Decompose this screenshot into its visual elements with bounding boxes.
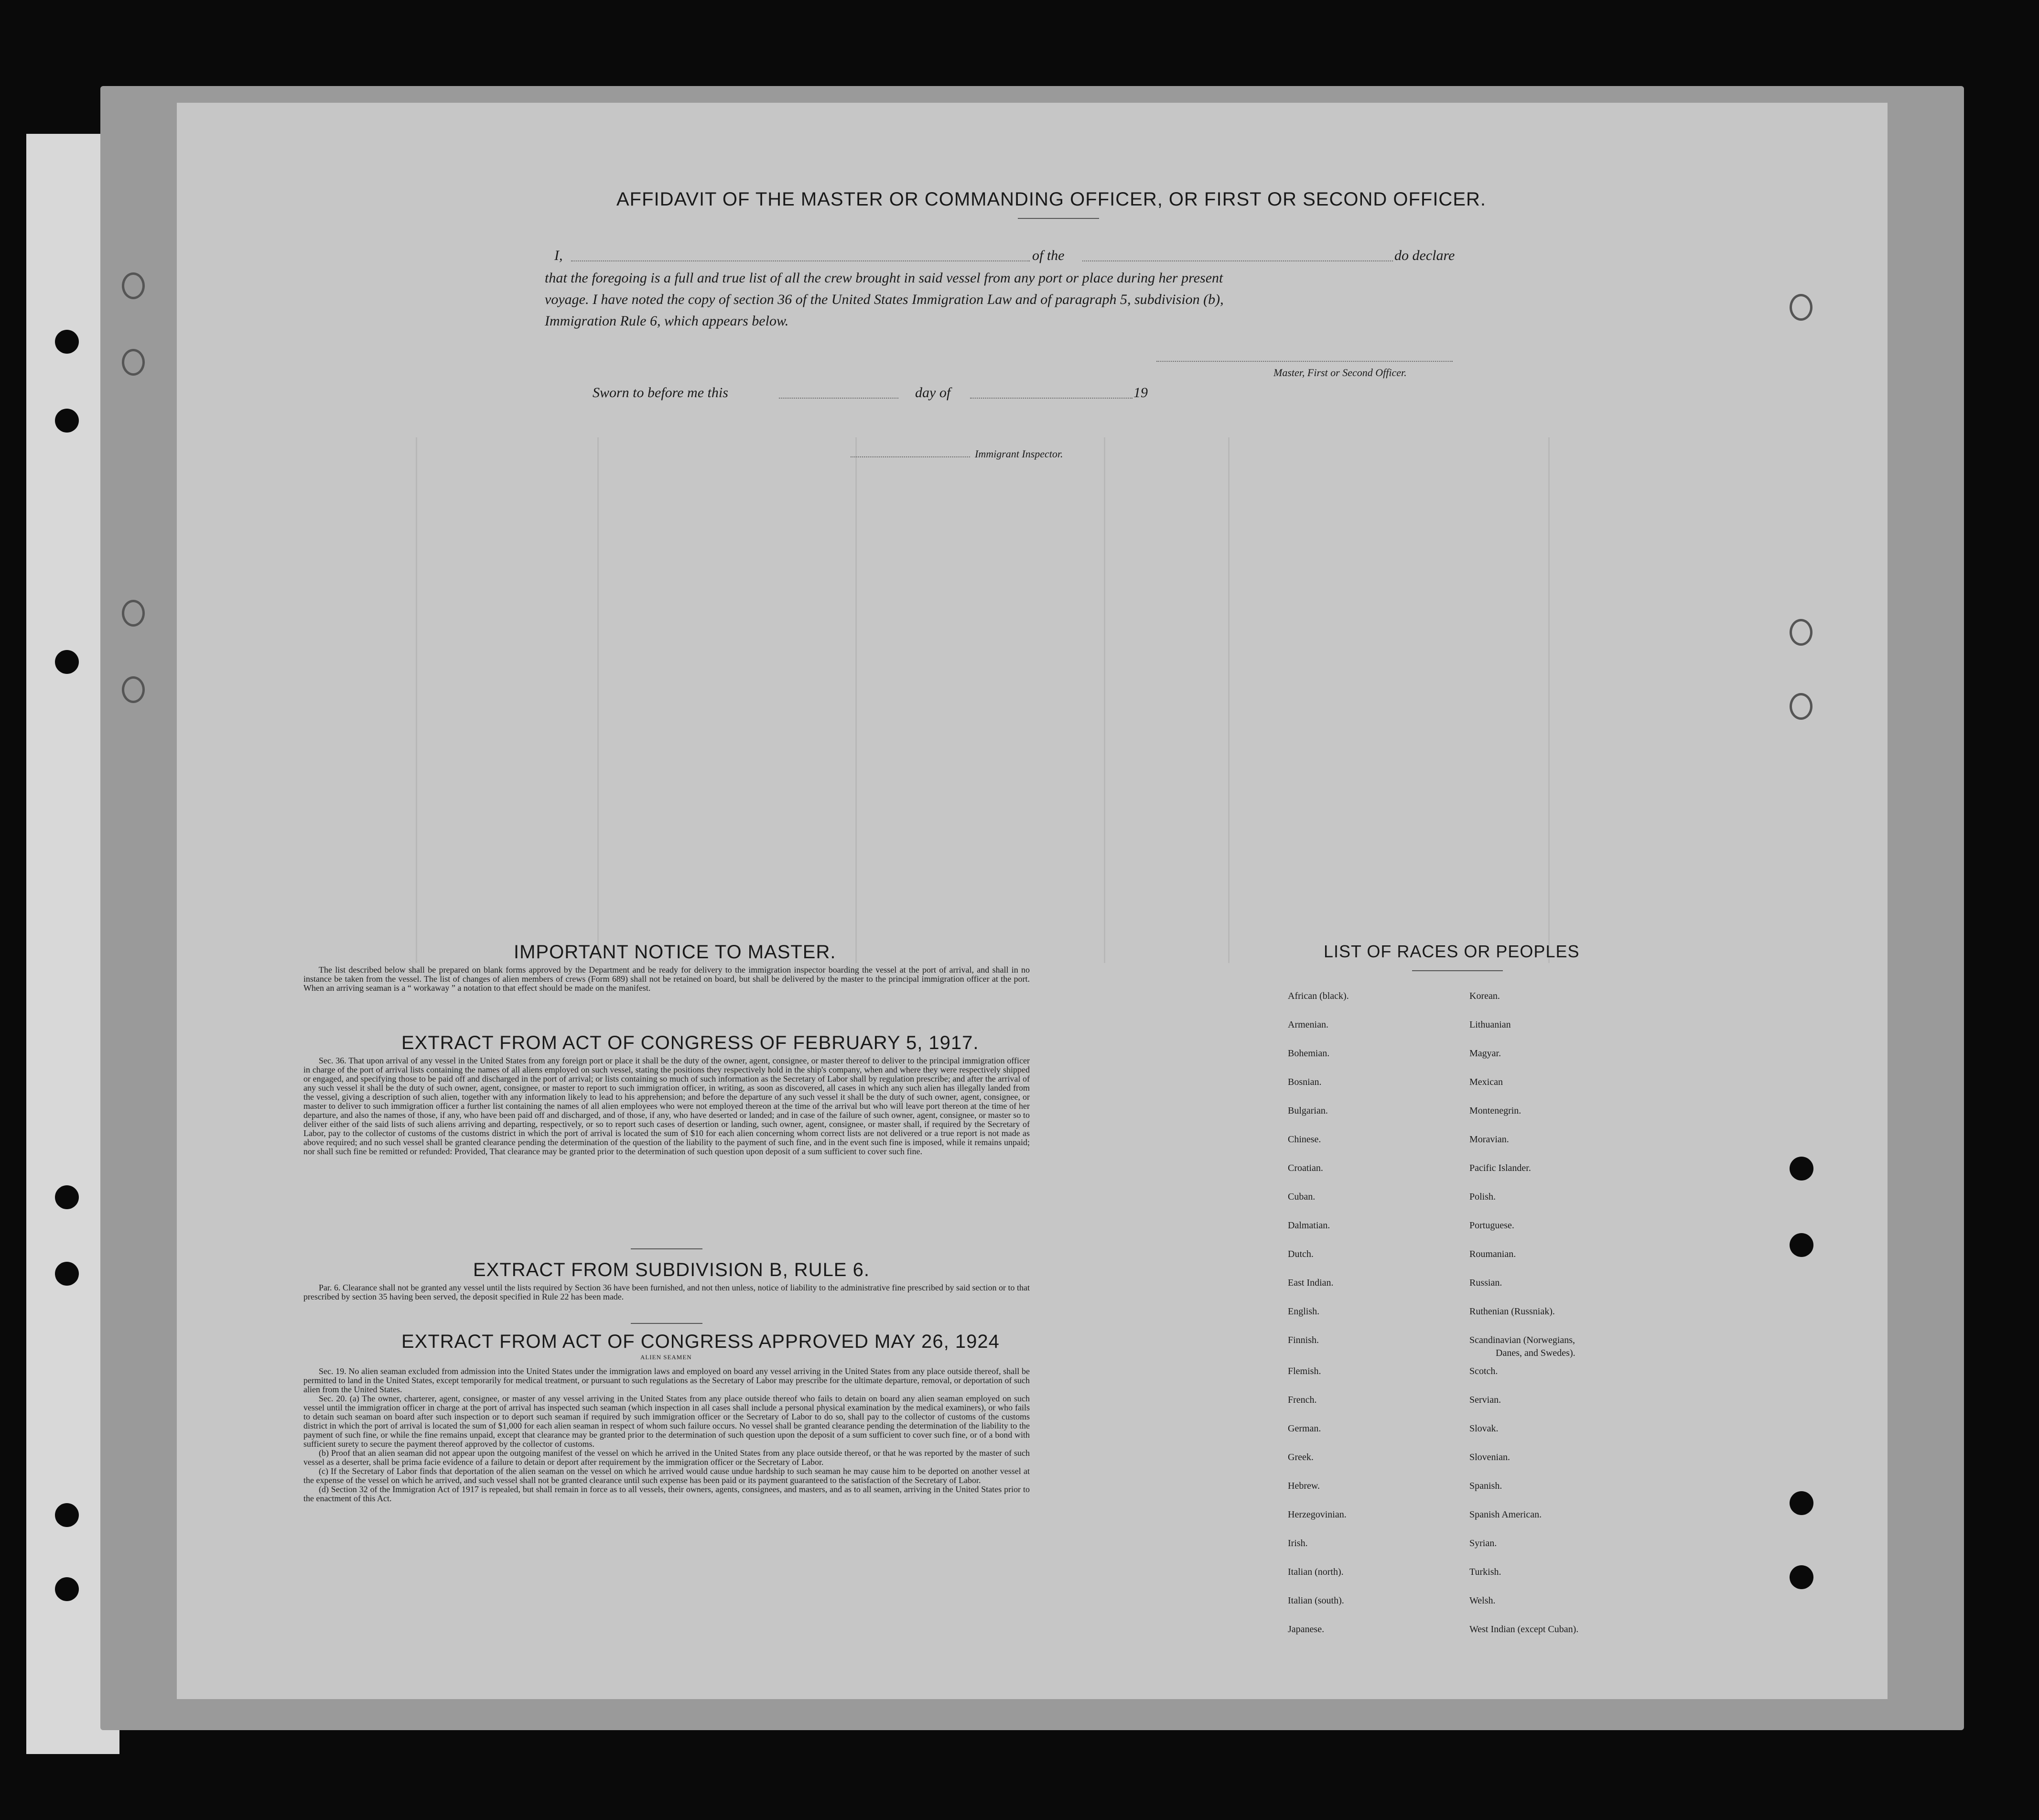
binder-hole [1790, 1233, 1813, 1257]
race-item: Slovenian. [1469, 1452, 1510, 1462]
race-item: Magyar. [1469, 1048, 1501, 1059]
race-item: Chinese. [1288, 1134, 1321, 1145]
race-item: English. [1288, 1306, 1320, 1317]
race-item: Herzegovinian. [1288, 1509, 1347, 1520]
inspector-signature-field[interactable] [851, 456, 970, 457]
ghost-line [1104, 437, 1105, 963]
notice-text [303, 965, 1030, 993]
extract-1917-title: EXTRACT FROM ACT OF CONGRESS OF FEBRUARY 5, 1917. [401, 1032, 979, 1053]
binder-hole [55, 1185, 79, 1209]
signature-field[interactable] [1156, 361, 1453, 362]
affidavit-title: AFFIDAVIT OF THE MASTER OR COMMANDING OFFICER, OR FIRST OR SECOND OFFICER. [616, 189, 1486, 210]
binder-hole [55, 409, 79, 433]
binder-hole [55, 1262, 79, 1286]
binder-hole [1790, 1157, 1813, 1181]
extract-1924-sec20c: (c) If the Secretary of Labor finds that deportation of the alien seaman on the vessel on which he arrived would cause undue hardship to such seaman he may cause him to be deported on another vessel at the expense of the vessel on which he arrived, and such vessel shall not be granted clearance until such expense has been paid or its payment guaranteed to the satisfaction of the Secretary of Labor. [303, 1466, 1030, 1485]
race-item: Finnish. [1288, 1335, 1319, 1345]
notice-title: IMPORTANT NOTICE TO MASTER. [514, 942, 836, 963]
extract-1924-text [303, 1367, 1030, 1503]
affidavit-line-3: Immigration Rule 6, which appears below. [545, 313, 789, 329]
race-item: Dalmatian. [1288, 1220, 1330, 1231]
race-item: Russian. [1469, 1278, 1502, 1288]
race-item: Greek. [1288, 1452, 1314, 1462]
extract-1917-paragraph: Sec. 36. That upon arrival of any vessel in the United States from any foreign port or place it shall be the duty of the owner, agent, consignee, or master thereof to deliver to the principal immigration officer in charge of the port of arrival lists containing the names of all aliens employed on such vessel, stating the positions they respectively hold in the ship's company, when and where they were respectively shipped or engaged, and specifying those to be paid off and discharged in the port of arrival; or lists containing so much of such information as the Secretary of Labor shall by regulation prescribe; and after the arrival of any such vessel it shall be the duty of such owner, agent, consignee, or master to report to such immigration officer, in writing, as soon as discovered, all cases in which any such alien has illegally landed from the vessel, giving a description of such alien, together with any information likely to lead to his apprehension; and before the departure of any such vessel it shall be the duty of such owner, agent, consignee, or master to deliver to such immigration officer a further list containing the names of all alien employees who were not employed thereon at the time of the arrival but who will leave port thereon at the time of her departure, and also the names of those, if any, who have been paid off and discharged, and of those, if any, who have deserted or landed; and in case of the failure of such owner, agent, consignee, or master so to deliver either of the said lists of such aliens arriving and departing, respectively, or so to report such cases of desertion or landing, such owner, agent, consignee, or master shall, if required by the Secretary of Labor, pay to the collector of customs of the customs district in which the port of arrival is located the sum of $10 for each alien concerning whom correct lists are not delivered or a true report is not made as above required; and no such vessel shall be granted clearance pending the determination of the question of the liability to the payment of such fine, and in the event such fine is imposed, while it remains unpaid; nor shall such fine be remitted or refunded: Provided, That clearance may be granted prior to the determination of such question upon deposit of a sum sufficient to cover such fine. [303, 1056, 1030, 1156]
binder-hole [1790, 1491, 1813, 1515]
year-prefix: 19 [1133, 385, 1148, 401]
binder-hole [1790, 1565, 1813, 1589]
race-item: Italian (south). [1288, 1595, 1344, 1606]
ghost-line [1228, 437, 1230, 963]
binder-hole [55, 1503, 79, 1527]
extract-1924-sec20a: Sec. 20. (a) The owner, charterer, agent, consignee, or master of any vessel arriving in the United States from any place outside thereof who fails to detain on board any alien seaman employed on such vessel until the immigration officer in charge at the port of arrival has inspected such seaman (which inspection in all cases shall include a personal physical examination by the medical examiners), or who fails to detain such seaman on board after such inspection or to deport such seaman if required by such immigration officer or the Secretary of Labor to do so, shall pay to the collector of customs of the customs district in which the port of arrival is located the sum of $1,000 for each alien seaman in respect of whom such failure occurs. No vessel shall be granted clearance pending the determination of the liability to the payment of such fine, or while the fine remains unpaid, except that clearance may be granted prior to the determination of such question upon the deposit of a sum sufficient to cover such fine, or of a bond with sufficient surety to secure the payment thereof approved by the collector of customs. [303, 1394, 1030, 1449]
race-item: Montenegrin. [1469, 1105, 1521, 1116]
race-item: Mexican [1469, 1077, 1503, 1087]
binder-ring [122, 272, 145, 299]
extract-1924-sec20b: (b) Proof that an alien seaman did not appear upon the outgoing manifest of the vessel on which he arrived in the United States from any place outside thereof, or that he was reported by the master of such vessel as a deserter, shall be prima facie evidence of a failure to detain or deport after requirement by the immigration officer or the Secretary of Labor. [303, 1448, 1030, 1467]
race-item: Croatian. [1288, 1163, 1323, 1173]
affidavit-i-label: I, [554, 248, 563, 263]
race-item: Armenian. [1288, 1019, 1328, 1030]
race-item: Servian. [1469, 1395, 1501, 1405]
ghost-line [1548, 437, 1550, 963]
of-the-label: of the [1032, 248, 1065, 263]
race-item: Syrian. [1469, 1538, 1497, 1549]
race-item: Welsh. [1469, 1595, 1496, 1606]
race-item: Moravian. [1469, 1134, 1509, 1145]
rule6-paragraph: Par. 6. Clearance shall not be granted any vessel until the lists required by Section 36 have been furnished, and not then unless, notice of liability to the administrative fine prescribed by said section or to that prescribed by section 35 having been served, the deposit specified in Rule 22 has been made. [303, 1283, 1030, 1301]
day-of-label: day of [915, 385, 951, 401]
notice-paragraph: The list described below shall be prepared on blank forms approved by the Department and be ready for delivery to the immigration inspector boarding the vessel at the port of arrival, and shall in no instance be taken from the vessel. The list of changes of alien members of crews (Form 689) shall not be retained on board, but shall be delivered by the master to the principal immigration officer at the port. When an arriving seaman is a “ workaway ” a notation to that effect should be made on the manifest. [303, 965, 1030, 993]
extract-1924-sec20d: (d) Section 32 of the Immigration Act of 1917 is repealed, but shall remain in force as to all vessels, their owners, agents, consignees, and masters, and as to all seamen, arriving in the United States prior to the enactment of this Act. [303, 1484, 1030, 1503]
declare-label: do declare [1394, 248, 1455, 263]
section-rule [631, 1323, 702, 1324]
affidavit-line-2: voyage. I have noted the copy of section 36 of the United States Immigration Law and of paragraph 5, subdivision (b), [545, 292, 1224, 307]
extract-1924-subtitle: ALIEN SEAMEN [640, 1354, 692, 1361]
race-item: Polish. [1469, 1192, 1496, 1202]
binder-hole [55, 1577, 79, 1601]
title-rule [1018, 218, 1099, 219]
extract-1924-title: EXTRACT FROM ACT OF CONGRESS APPROVED MAY 26, 1924 [401, 1331, 1000, 1352]
races-rule [1412, 970, 1503, 971]
name-field[interactable] [571, 260, 1030, 261]
sworn-month-field[interactable] [970, 398, 1133, 399]
section-rule [631, 1248, 702, 1249]
races-title: LIST OF RACES OR PEOPLES [1324, 942, 1580, 961]
binder-hole [55, 650, 79, 674]
race-item: Slovak. [1469, 1423, 1499, 1434]
ghost-line [855, 437, 857, 963]
signature-label: Master, First or Second Officer. [1273, 367, 1407, 379]
race-item: Scandinavian (Norwegians, [1469, 1335, 1575, 1345]
race-item: Turkish. [1469, 1567, 1501, 1577]
race-item: East Indian. [1288, 1278, 1334, 1288]
inspector-label: Immigrant Inspector. [975, 448, 1063, 460]
race-item: Spanish American. [1469, 1509, 1542, 1520]
race-item: Bulgarian. [1288, 1105, 1328, 1116]
binder-ring [122, 600, 145, 627]
race-item: Scotch. [1469, 1366, 1498, 1376]
vessel-field[interactable] [1082, 260, 1393, 261]
race-item: Spanish. [1469, 1481, 1502, 1491]
race-item: Hebrew. [1288, 1481, 1320, 1491]
binder-ring [1790, 619, 1812, 646]
binder-ring [122, 349, 145, 376]
race-item: Roumanian. [1469, 1249, 1516, 1259]
race-item: Bosnian. [1288, 1077, 1322, 1087]
race-item: Portuguese. [1469, 1220, 1514, 1231]
race-item: Cuban. [1288, 1192, 1316, 1202]
extract-1924-sec19: Sec. 19. No alien seaman excluded from admission into the United States under the immigration laws and employed on board any vessel arriving in the United States from any place outside thereof, shall be permitted to land in the United States, except temporarily for medical treatment, or pursuant to such regulations as the Secretary of Labor may prescribe for the ultimate departure, removal, or deportation of such alien from the United States. [303, 1366, 1030, 1394]
race-item: Ruthenian (Russniak). [1469, 1306, 1555, 1317]
ghost-line [597, 437, 599, 963]
rule6-text [303, 1283, 1030, 1301]
race-item: Korean. [1469, 991, 1500, 1001]
race-item: Pacific Islander. [1469, 1163, 1531, 1173]
race-item-continuation: Danes, and Swedes). [1496, 1348, 1575, 1358]
race-item: Bohemian. [1288, 1048, 1330, 1059]
race-item: Irish. [1288, 1538, 1308, 1549]
race-item: Italian (north). [1288, 1567, 1344, 1577]
race-item: Dutch. [1288, 1249, 1314, 1259]
race-item: African (black). [1288, 991, 1349, 1001]
race-item: Flemish. [1288, 1366, 1321, 1376]
race-item: French. [1288, 1395, 1317, 1405]
affidavit-line-1: that the foregoing is a full and true list of all the crew brought in said vessel from any port or place during her present [545, 270, 1223, 286]
race-item: West Indian (except Cuban). [1469, 1624, 1579, 1635]
race-item: Japanese. [1288, 1624, 1325, 1635]
binder-hole [55, 330, 79, 354]
binder-ring [122, 676, 145, 703]
race-item: Lithuanian [1469, 1019, 1511, 1030]
binder-ring [1790, 294, 1812, 321]
ghost-line [416, 437, 417, 963]
rule6-title: EXTRACT FROM SUBDIVISION B, RULE 6. [473, 1259, 870, 1280]
race-item: German. [1288, 1423, 1321, 1434]
sworn-day-field[interactable] [779, 398, 898, 399]
binder-ring [1790, 693, 1812, 720]
sworn-label: Sworn to before me this [593, 385, 728, 401]
extract-1917-text [303, 1056, 1030, 1156]
